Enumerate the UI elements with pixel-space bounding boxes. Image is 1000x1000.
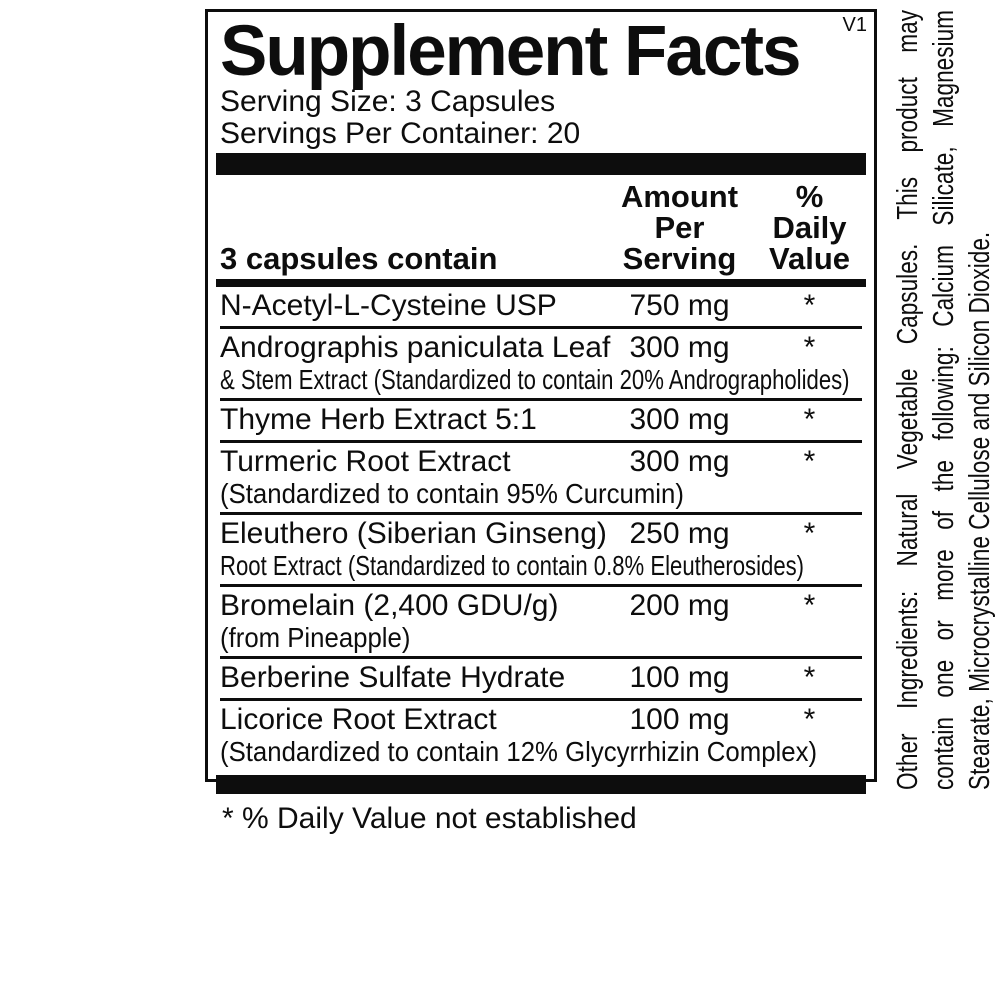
ingredient-amount: 100 mg — [629, 703, 730, 737]
ingredient-daily-value: * — [803, 661, 816, 695]
ingredient-amount: 750 mg — [629, 289, 730, 323]
supplement-facts-panel — [205, 9, 877, 836]
ingredient-daily-value: * — [803, 517, 816, 551]
header-ingredient-column: 3 capsules contain — [220, 241, 498, 277]
serving-size: Serving Size: 3 Capsules — [220, 85, 556, 119]
ingredient-detail: (from Pineapple) — [220, 622, 411, 654]
ingredient-name: Turmeric Root Extract — [220, 445, 511, 479]
ingredient-name: Eleuthero (Siberian Ginseng) — [220, 517, 607, 551]
ingredient-name: Licorice Root Extract — [220, 703, 497, 737]
ingredient-row — [220, 287, 862, 326]
other-ingredients-lines — [890, 10, 998, 790]
other-ingredients-line: Stearate, Microcrystalline Cellulose and Silicon Dioxide. — [964, 231, 996, 790]
ingredient-amount: 300 mg — [629, 445, 730, 479]
ingredient-name: Thyme Herb Extract 5:1 — [220, 403, 537, 437]
ingredient-daily-value: * — [803, 289, 816, 323]
ingredient-detail: & Stem Extract (Standardized to contain 20% Andrographolides) — [220, 364, 850, 396]
ingredient-daily-value: * — [803, 331, 816, 365]
ingredient-amount: 300 mg — [629, 331, 730, 365]
ingredient-detail: (Standardized to contain 12% Glycyrrhizin Complex) — [220, 736, 818, 768]
ingredient-amount: 300 mg — [629, 403, 730, 437]
ingredient-daily-value: * — [803, 589, 816, 623]
header-amount-line1: Amount Per — [620, 179, 739, 246]
ingredient-row — [220, 326, 862, 398]
ingredient-row — [220, 440, 862, 512]
header-amount-line2: Serving — [622, 241, 737, 277]
ingredient-name: Bromelain (2,400 GDU/g) — [220, 589, 559, 623]
other-ingredients-text — [890, 10, 1000, 790]
ingredient-table — [220, 287, 862, 770]
ingredient-row — [220, 512, 862, 584]
divider-thick-top — [216, 153, 866, 175]
footnote: * % Daily Value not established — [222, 802, 637, 836]
ingredient-name: Andrographis paniculata Leaf — [220, 331, 611, 365]
ingredient-name: Berberine Sulfate Hydrate — [220, 661, 566, 695]
header-amount-column — [602, 179, 757, 277]
table-header — [220, 175, 862, 279]
other-ingredients-line: contain one or more of the following: Calcium Silicate, Magnesium — [928, 10, 960, 790]
ingredient-amount: 100 mg — [629, 661, 730, 695]
divider-header — [216, 279, 866, 287]
servings-per-container: Servings Per Container: 20 — [220, 117, 581, 151]
version-tag: V1 — [842, 14, 867, 36]
ingredient-amount: 200 mg — [629, 589, 730, 623]
ingredient-detail: (Standardized to contain 95% Curcumin) — [220, 478, 684, 510]
ingredient-row — [220, 656, 862, 698]
ingredient-row — [220, 398, 862, 440]
ingredient-daily-value: * — [803, 703, 816, 737]
ingredient-daily-value: * — [803, 403, 816, 437]
other-ingredients-line: Other Ingredients: Natural Vegetable Capsules. This product may — [892, 10, 924, 790]
ingredient-daily-value: * — [803, 445, 816, 479]
header-dv-line2: Value — [769, 241, 850, 277]
ingredient-name: N-Acetyl-L-Cysteine USP — [220, 289, 557, 323]
ingredient-row — [220, 584, 862, 656]
ingredient-amount: 250 mg — [629, 517, 730, 551]
header-dv-line1: % Daily — [772, 179, 847, 246]
header-dv-column — [757, 179, 862, 277]
panel-title: Supplement Facts — [220, 12, 800, 91]
ingredient-detail: Root Extract (Standardized to contain 0.8% Eleutherosides) — [220, 550, 805, 582]
ingredient-row — [220, 698, 862, 770]
divider-thick-bottom — [216, 775, 866, 794]
